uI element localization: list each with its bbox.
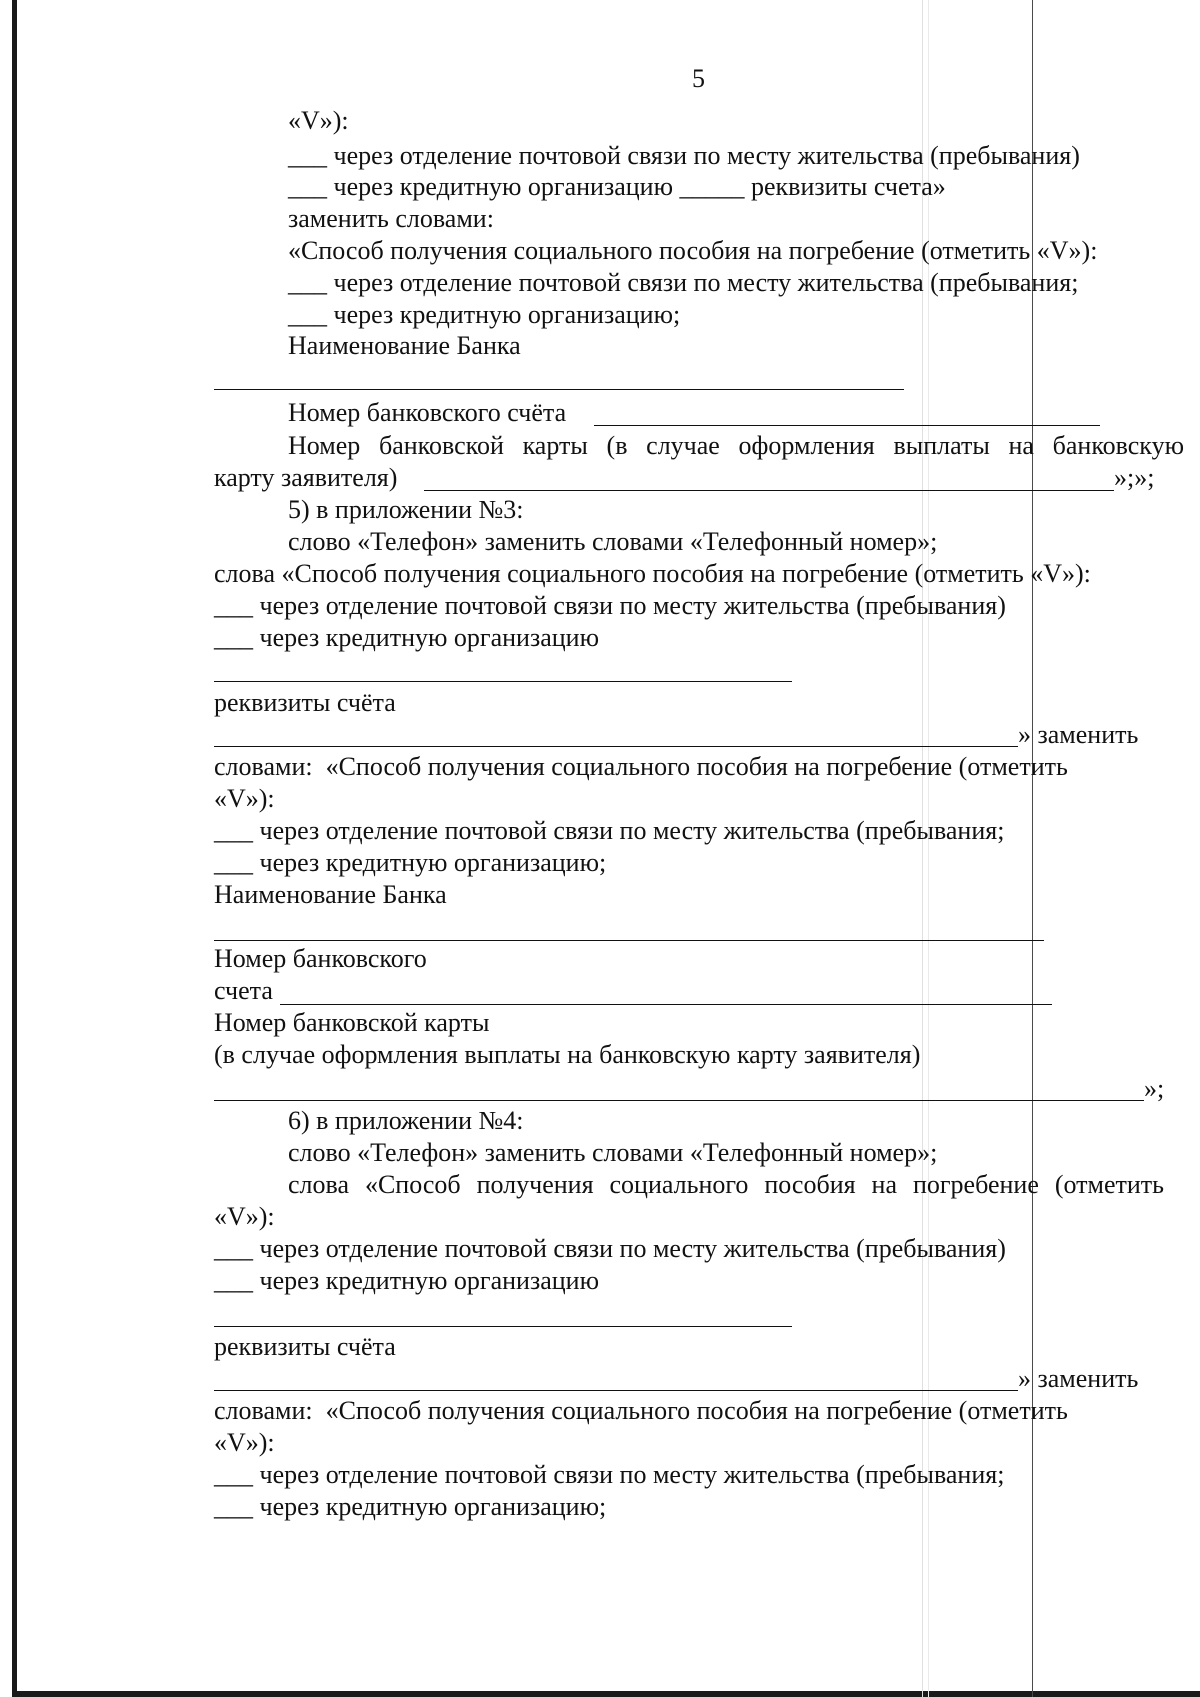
scan-border-bottom: [12, 1691, 1200, 1697]
blank-line: [214, 940, 1044, 941]
text-line: словами: «Способ получения социального пособия на погребение (отметить: [214, 1396, 1068, 1425]
text-line: слова «Способ получения социального пособия на погребение (отметить: [288, 1170, 1164, 1199]
text-line: «V»):: [288, 106, 349, 135]
text-line: реквизиты счёта: [214, 1332, 396, 1361]
text-line: слово «Телефон» заменить словами «Телефонный номер»;: [288, 1138, 938, 1167]
text-line: ___ через кредитную организацию;: [288, 300, 681, 329]
blank-line: [214, 389, 904, 390]
text-line: » заменить: [1018, 1364, 1139, 1393]
text-line: Номер банковского: [214, 944, 427, 973]
text-line: Номер банковской карты: [214, 1008, 490, 1037]
text-line: ___ через отделение почтовой связи по месту жительства (пребывания): [288, 141, 1080, 170]
text-line: «V»):: [214, 784, 275, 813]
text-line: »;: [1144, 1074, 1165, 1103]
text-line: слова «Способ получения социального пособия на погребение (отметить «V»):: [214, 559, 1091, 588]
text-line: карту заявителя): [214, 463, 398, 492]
text-line: (в случае оформления выплаты на банковскую карту заявителя): [214, 1040, 921, 1069]
text-line: заменить словами:: [288, 204, 494, 233]
text-line: ___ через отделение почтовой связи по месту жительства (пребывания;: [214, 816, 1005, 845]
blank-line: [594, 425, 1100, 426]
text-line: «V»):: [214, 1202, 275, 1231]
text-line: ___ через кредитную организацию: [214, 1266, 600, 1295]
text-line: ___ через отделение почтовой связи по месту жительства (пребывания): [214, 1234, 1006, 1263]
text-line: Номер банковской карты (в случае оформления выплаты на банковскую: [288, 431, 1184, 460]
text-line: ___ через кредитную организацию;: [214, 848, 607, 877]
text-line: 5) в приложении №3:: [288, 495, 524, 524]
text-line: ___ через кредитную организацию: [214, 623, 600, 652]
text-line: ___ через отделение почтовой связи по месту жительства (пребывания;: [214, 1460, 1005, 1489]
text-line: ___ через кредитную организацию _____ реквизиты счета»: [288, 172, 946, 201]
page-number: 5: [692, 64, 705, 93]
text-line: «Способ получения социального пособия на погребение (отметить «V»):: [288, 236, 1098, 265]
text-line: » заменить: [1018, 720, 1139, 749]
blank-line: [214, 681, 792, 682]
text-line: словами: «Способ получения социального пособия на погребение (отметить: [214, 752, 1068, 781]
text-line: »;»;: [1114, 463, 1155, 492]
text-line: ___ через кредитную организацию;: [214, 1492, 607, 1521]
text-line: ___ через отделение почтовой связи по месту жительства (пребывания): [214, 591, 1006, 620]
text-line: 6) в приложении №4:: [288, 1106, 524, 1135]
blank-line: [424, 490, 1114, 491]
blank-line: [214, 1100, 1144, 1101]
text-line: ___ через отделение почтовой связи по месту жительства (пребывания;: [288, 268, 1079, 297]
text-line: Наименование Банка: [214, 880, 447, 909]
blank-line: [214, 1326, 792, 1327]
text-line: счета: [214, 976, 273, 1005]
text-line: слово «Телефон» заменить словами «Телефонный номер»;: [288, 527, 938, 556]
blank-line: [214, 1390, 1018, 1391]
text-line: «V»):: [214, 1428, 275, 1457]
scan-border-left: [12, 0, 17, 1692]
text-line: Номер банковского счёта: [288, 398, 567, 427]
blank-line: [280, 1004, 1052, 1005]
text-line: Наименование Банка: [288, 331, 521, 360]
blank-line: [214, 746, 1018, 747]
text-line: реквизиты счёта: [214, 688, 396, 717]
